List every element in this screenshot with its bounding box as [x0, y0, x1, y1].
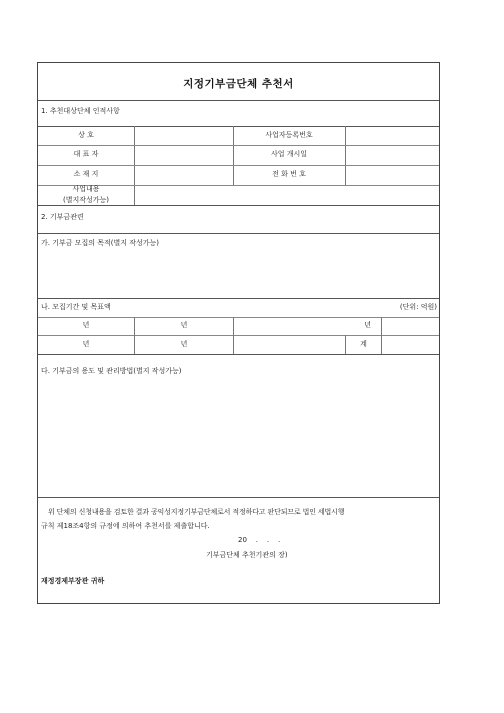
section2-heading: 2. 기부금관련	[41, 213, 84, 221]
statement-line2: 규칙 제18조4항의 규정에 의하여 추천서를 제출합니다.	[41, 522, 210, 530]
section1-heading: 1. 추천대상단체 인적사항	[41, 107, 120, 115]
rep-value	[135, 146, 232, 164]
year-cell: 년	[364, 321, 371, 329]
phone-label: 전 화 번 호	[272, 170, 306, 178]
recommendation-form	[37, 62, 440, 604]
year-cell: 년	[82, 340, 90, 348]
statement-line1: 위 단체의 신청내용을 검토한 결과 공익성지정기부금단체로서 적정하다고 판단되므로 법인 세법시행	[48, 508, 345, 516]
year-cell: 년	[180, 321, 188, 329]
address-label: 소 재 지	[73, 170, 99, 178]
biz-no-value	[346, 127, 439, 144]
page-title: 지정기부금단체 추천서	[183, 78, 294, 90]
purpose-area	[38, 251, 439, 297]
usage-label: 다. 기부금의 용도 및 관리방법(별지 작성가능)	[41, 367, 182, 375]
business-label-note: (별지작성가능)	[62, 196, 110, 204]
rep-label: 대 표 자	[73, 150, 99, 158]
row-divider	[38, 317, 439, 318]
address-value	[135, 166, 232, 184]
period-label: 나. 모집기간 및 목표액	[41, 303, 111, 311]
name-value	[135, 127, 232, 144]
purpose-divider	[38, 298, 439, 299]
start-date-value	[346, 146, 439, 164]
usage-divider	[38, 497, 439, 498]
section2-divider	[38, 233, 439, 234]
recipient: 재정경제부장관 귀하	[41, 576, 105, 585]
statement-signer: 기부금단체 추천기관의 장)	[206, 551, 288, 559]
title-divider	[38, 100, 439, 101]
year-cell: 년	[82, 321, 90, 329]
grid-line	[381, 317, 382, 354]
unit-label: (단위: 억원)	[399, 303, 437, 311]
phone-value	[346, 166, 439, 184]
statement-date: 20 . . .	[238, 536, 281, 544]
business-value	[135, 186, 439, 204]
usage-area	[38, 379, 439, 496]
name-label: 상 호	[78, 131, 94, 139]
total-label: 계	[360, 340, 367, 348]
row-divider	[38, 335, 439, 336]
purpose-label: 가. 기부금 모집의 목적(별지 작성가능)	[41, 239, 160, 247]
start-date-label: 사업 개시일	[270, 150, 308, 158]
year-cell: 년	[180, 340, 188, 348]
biz-no-label: 사업자등록번호	[265, 131, 313, 139]
row-divider	[38, 354, 439, 355]
section-divider	[38, 205, 439, 206]
business-label: 사업내용	[72, 185, 100, 193]
